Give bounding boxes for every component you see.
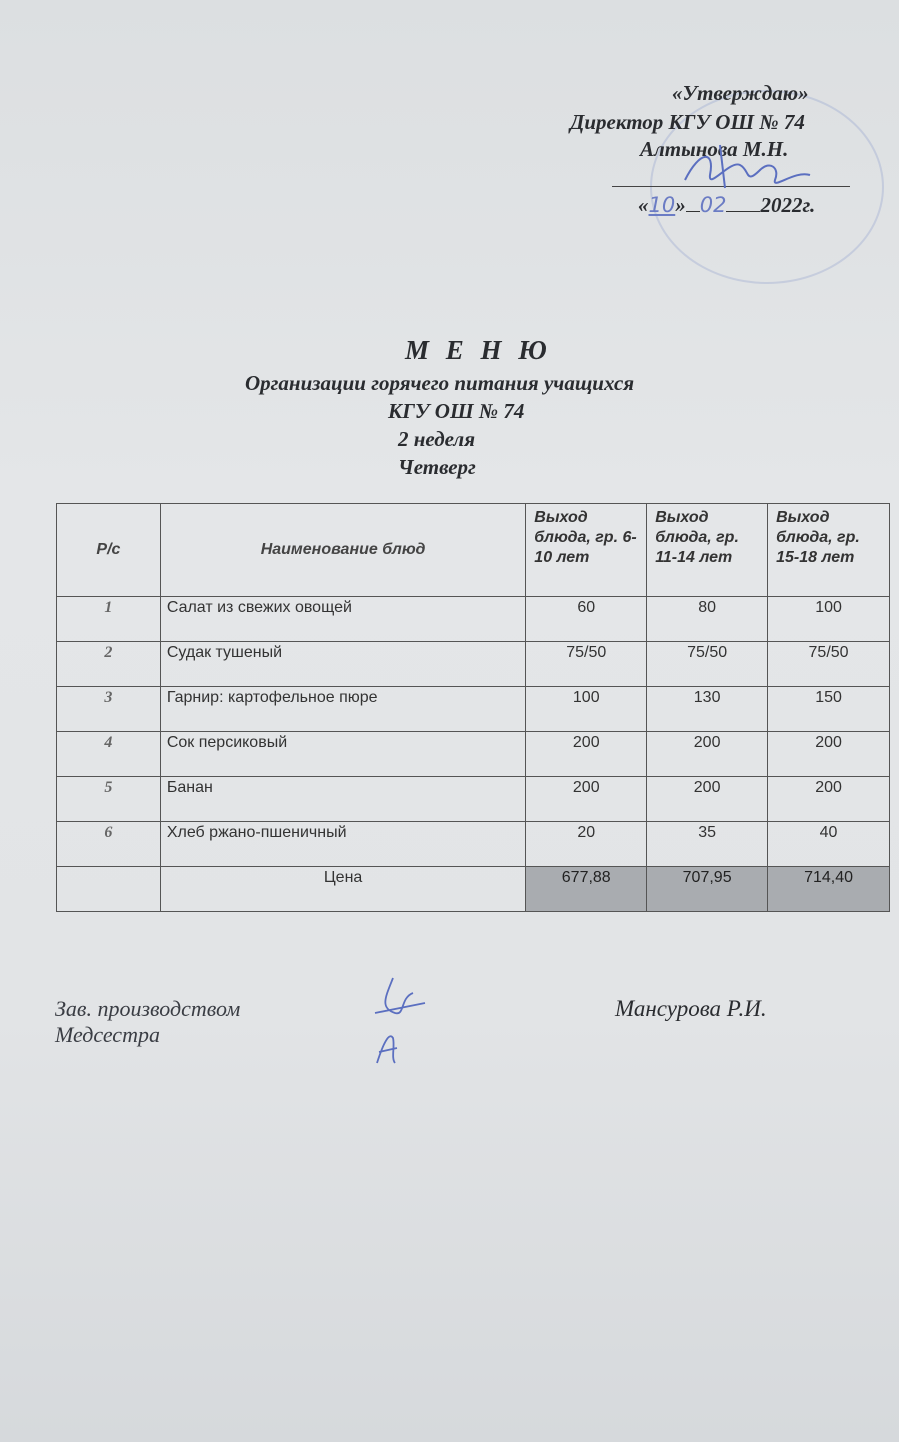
row-num: 1 (57, 597, 161, 642)
price-empty-cell (57, 867, 161, 912)
row-val-15-18: 200 (768, 732, 890, 777)
footer-role-production: Зав. производством (55, 996, 241, 1021)
row-dish: Сок персиковый (160, 732, 525, 777)
row-val-11-14: 200 (647, 732, 768, 777)
footer-signatures (365, 968, 435, 1068)
row-val-15-18: 150 (768, 687, 890, 732)
director-signature (680, 140, 820, 200)
menu-school: КГУ ОШ № 74 (388, 399, 525, 423)
row-dish: Салат из свежих овощей (160, 597, 525, 642)
header-age-15-18: Выход блюда, гр. 15-18 лет (768, 504, 890, 597)
date-prefix: « (638, 193, 649, 217)
row-val-15-18: 75/50 (768, 642, 890, 687)
table-row (57, 597, 890, 642)
menu-week: 2 неделя (398, 427, 476, 451)
row-dish: Судак тушеный (160, 642, 525, 687)
row-val-15-18: 200 (768, 777, 890, 822)
row-val-11-14: 130 (647, 687, 768, 732)
row-num: 5 (57, 777, 161, 822)
row-val-11-14: 75/50 (647, 642, 768, 687)
row-dish: Банан (160, 777, 525, 822)
footer-role-nurse: Медсестра (55, 1022, 160, 1047)
approval-line1: «Утверждаю» (672, 81, 809, 105)
menu-table (56, 503, 890, 912)
row-val-15-18: 100 (768, 597, 890, 642)
row-val-11-14: 200 (647, 777, 768, 822)
row-num: 6 (57, 822, 161, 867)
row-val-11-14: 80 (647, 597, 768, 642)
menu-subtitle: Организации горячего питания учащихся (245, 371, 635, 395)
row-val-11-14: 35 (647, 822, 768, 867)
date-month: 02 (699, 193, 727, 217)
date-day: 10 (648, 193, 676, 217)
row-val-6-10: 20 (526, 822, 647, 867)
price-row (57, 867, 890, 912)
row-val-6-10: 200 (526, 732, 647, 777)
price-15-18: 714,40 (768, 867, 890, 912)
price-label: Цена (160, 867, 525, 912)
row-num: 2 (57, 642, 161, 687)
row-dish: Хлеб ржано-пшеничный (160, 822, 525, 867)
row-num: 3 (57, 687, 161, 732)
footer-name: Мансурова Р.И. (615, 996, 767, 1021)
header-name: Наименование блюд (160, 504, 525, 597)
table-header-row (57, 504, 890, 597)
row-num: 4 (57, 732, 161, 777)
row-dish: Гарнир: картофельное пюре (160, 687, 525, 732)
date-mid: » (675, 193, 686, 217)
row-val-6-10: 100 (526, 687, 647, 732)
price-11-14: 707,95 (647, 867, 768, 912)
table-row (57, 732, 890, 777)
header-num: Р/с (57, 504, 161, 597)
price-6-10: 677,88 (526, 867, 647, 912)
header-age-6-10: Выход блюда, гр. 6-10 лет (526, 504, 647, 597)
header-age-11-14: Выход блюда, гр. 11-14 лет (647, 504, 768, 597)
row-val-15-18: 40 (768, 822, 890, 867)
row-val-6-10: 200 (526, 777, 647, 822)
table-row (57, 777, 890, 822)
date-year: 2022г. (760, 193, 816, 217)
menu-title: М Е Н Ю (405, 335, 552, 365)
menu-day: Четверг (398, 455, 476, 479)
row-val-6-10: 75/50 (526, 642, 647, 687)
table-row (57, 822, 890, 867)
table-row (57, 642, 890, 687)
approval-line2: Директор КГУ ОШ № 74 (570, 110, 805, 134)
approval-line3: Алтынова М.Н. (640, 137, 789, 161)
table-row (57, 687, 890, 732)
row-val-6-10: 60 (526, 597, 647, 642)
